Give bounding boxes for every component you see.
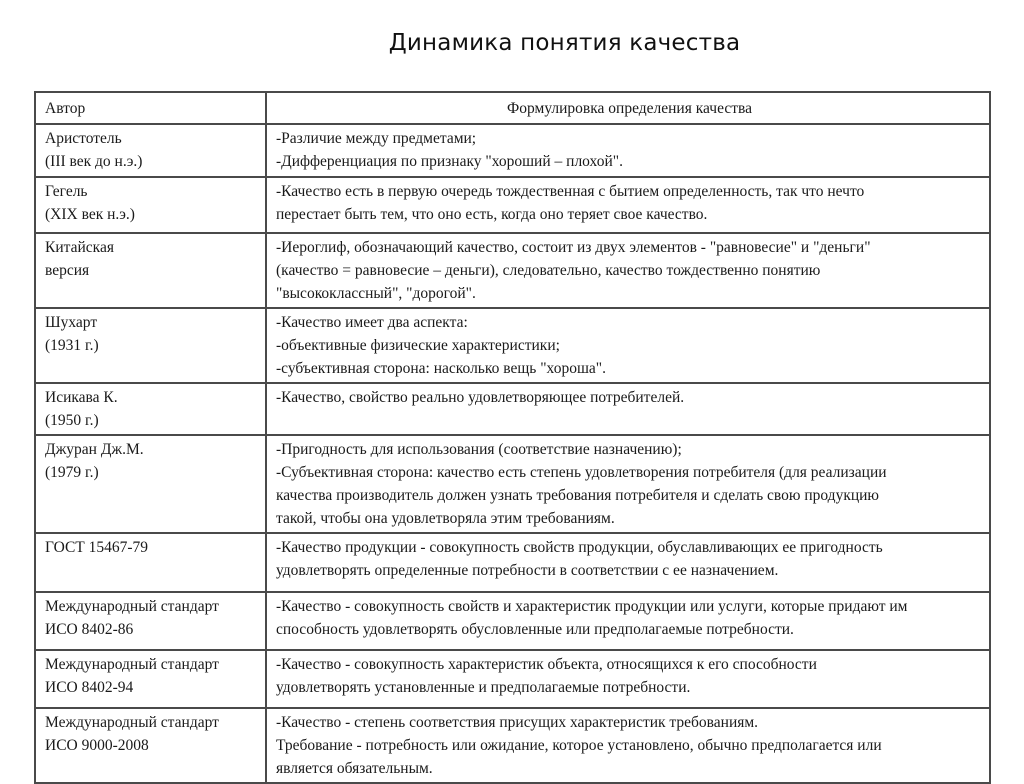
table-row	[35, 383, 990, 435]
author-line: Джуран Дж.М.	[45, 441, 144, 458]
definition-line: -Качество - совокупность свойств и характеристик продукции или услуги, которые придают им	[276, 598, 908, 615]
table-row	[35, 308, 990, 383]
table-row	[35, 650, 990, 708]
definition-line: -Различие между предметами;	[276, 130, 477, 147]
definition-cell	[266, 383, 990, 435]
definition-cell	[266, 308, 990, 383]
definition-line: удовлетворять установленные и предполагаемые потребности.	[276, 679, 691, 696]
definition-line: -Качество - совокупность характеристик объекта, относящихся к его способности	[276, 656, 817, 673]
author-line: Шухарт	[45, 314, 98, 331]
definition-line: -Качество, свойство реально удовлетворяющее потребителей.	[276, 389, 685, 406]
author-cell	[35, 308, 266, 383]
header-definition: Формулировка определения качества	[266, 92, 990, 124]
author-cell	[35, 650, 266, 708]
definition-line: -Иероглиф, обозначающий качество, состоит из двух элементов - "равновесие" и "деньги"	[276, 239, 871, 256]
author-cell	[35, 233, 266, 308]
author-line: Международный стандарт	[45, 598, 219, 615]
author-cell	[35, 383, 266, 435]
author-cell	[35, 592, 266, 650]
author-line: (1931 г.)	[45, 337, 99, 354]
author-line: Международный стандарт	[45, 714, 219, 731]
author-line: ГОСТ 15467-79	[45, 539, 149, 556]
author-cell	[35, 177, 266, 233]
table-row	[35, 124, 990, 177]
table-header-row	[35, 92, 990, 124]
definition-cell	[266, 177, 990, 233]
definition-line: способность удовлетворять обусловленные или предполагаемые потребности.	[276, 621, 794, 638]
definition-cell	[266, 233, 990, 308]
definition-line: "высококлассный", "дорогой".	[276, 285, 476, 302]
table-row	[35, 533, 990, 592]
author-line: Китайская	[45, 239, 114, 256]
definition-cell	[266, 533, 990, 592]
author-line: (III век до н.э.)	[45, 153, 143, 170]
table-body	[35, 124, 990, 783]
author-line: ИСО 8402-86	[45, 621, 134, 638]
page-title: Динамика понятия качества	[388, 30, 741, 56]
author-line: Аристотель	[45, 130, 122, 147]
definition-cell	[266, 435, 990, 533]
author-line: ИСО 8402-94	[45, 679, 134, 696]
definition-cell	[266, 650, 990, 708]
definition-line: (качество = равновесие – деньги), следовательно, качество тождественно понятию	[276, 262, 821, 279]
definition-line: Требование - потребность или ожидание, которое установлено, обычно предполагается или	[276, 737, 882, 754]
definition-line: является обязательным.	[276, 760, 433, 777]
definition-line: -Субъективная сторона: качество есть степень удовлетворения потребителя (для реализации	[276, 464, 887, 481]
author-line: Международный стандарт	[45, 656, 219, 673]
author-cell	[35, 708, 266, 783]
table-row	[35, 592, 990, 650]
author-line: Гегель	[45, 183, 88, 200]
author-cell	[35, 124, 266, 177]
header-author: Автор	[35, 92, 266, 124]
author-line: Исикава К.	[45, 389, 118, 406]
definition-line: такой, чтобы она удовлетворяла этим требованиям.	[276, 510, 615, 527]
author-line: ИСО 9000-2008	[45, 737, 149, 754]
definition-line: -Дифференциация по признаку "хороший – плохой".	[276, 153, 623, 170]
definition-line: перестает быть тем, что оно есть, когда оно теряет свое качество.	[276, 206, 708, 223]
table-row	[35, 708, 990, 783]
author-cell	[35, 435, 266, 533]
author-line: (1950 г.)	[45, 412, 99, 429]
definition-line: -Качество имеет два аспекта:	[276, 314, 468, 331]
definition-line: качества производитель должен узнать требования потребителя и сделать свою продукцию	[276, 487, 880, 504]
author-cell	[35, 533, 266, 592]
definition-line: -Качество продукции - совокупность свойств продукции, обуславливающих ее пригодность	[276, 539, 883, 556]
definition-line: удовлетворять определенные потребности в соответствии с ее назначением.	[276, 562, 779, 579]
table-row	[35, 233, 990, 308]
author-line: (XIX век н.э.)	[45, 206, 135, 223]
definition-cell	[266, 124, 990, 177]
author-line: (1979 г.)	[45, 464, 99, 481]
definition-line: -Качество - степень соответствия присущих характеристик требованиям.	[276, 714, 759, 731]
definition-cell	[266, 708, 990, 783]
table-row	[35, 177, 990, 233]
definition-line: -объективные физические характеристики;	[276, 337, 560, 354]
definition-line: -Качество есть в первую очередь тождественная с бытием определенность, так что нечто	[276, 183, 865, 200]
table-row	[35, 435, 990, 533]
definition-line: -субъективная сторона: насколько вещь "хороша".	[276, 360, 606, 377]
definition-line: -Пригодность для использования (соответствие назначению);	[276, 441, 682, 458]
author-line: версия	[45, 262, 90, 279]
quality-definitions-table	[34, 91, 991, 784]
definition-cell	[266, 592, 990, 650]
